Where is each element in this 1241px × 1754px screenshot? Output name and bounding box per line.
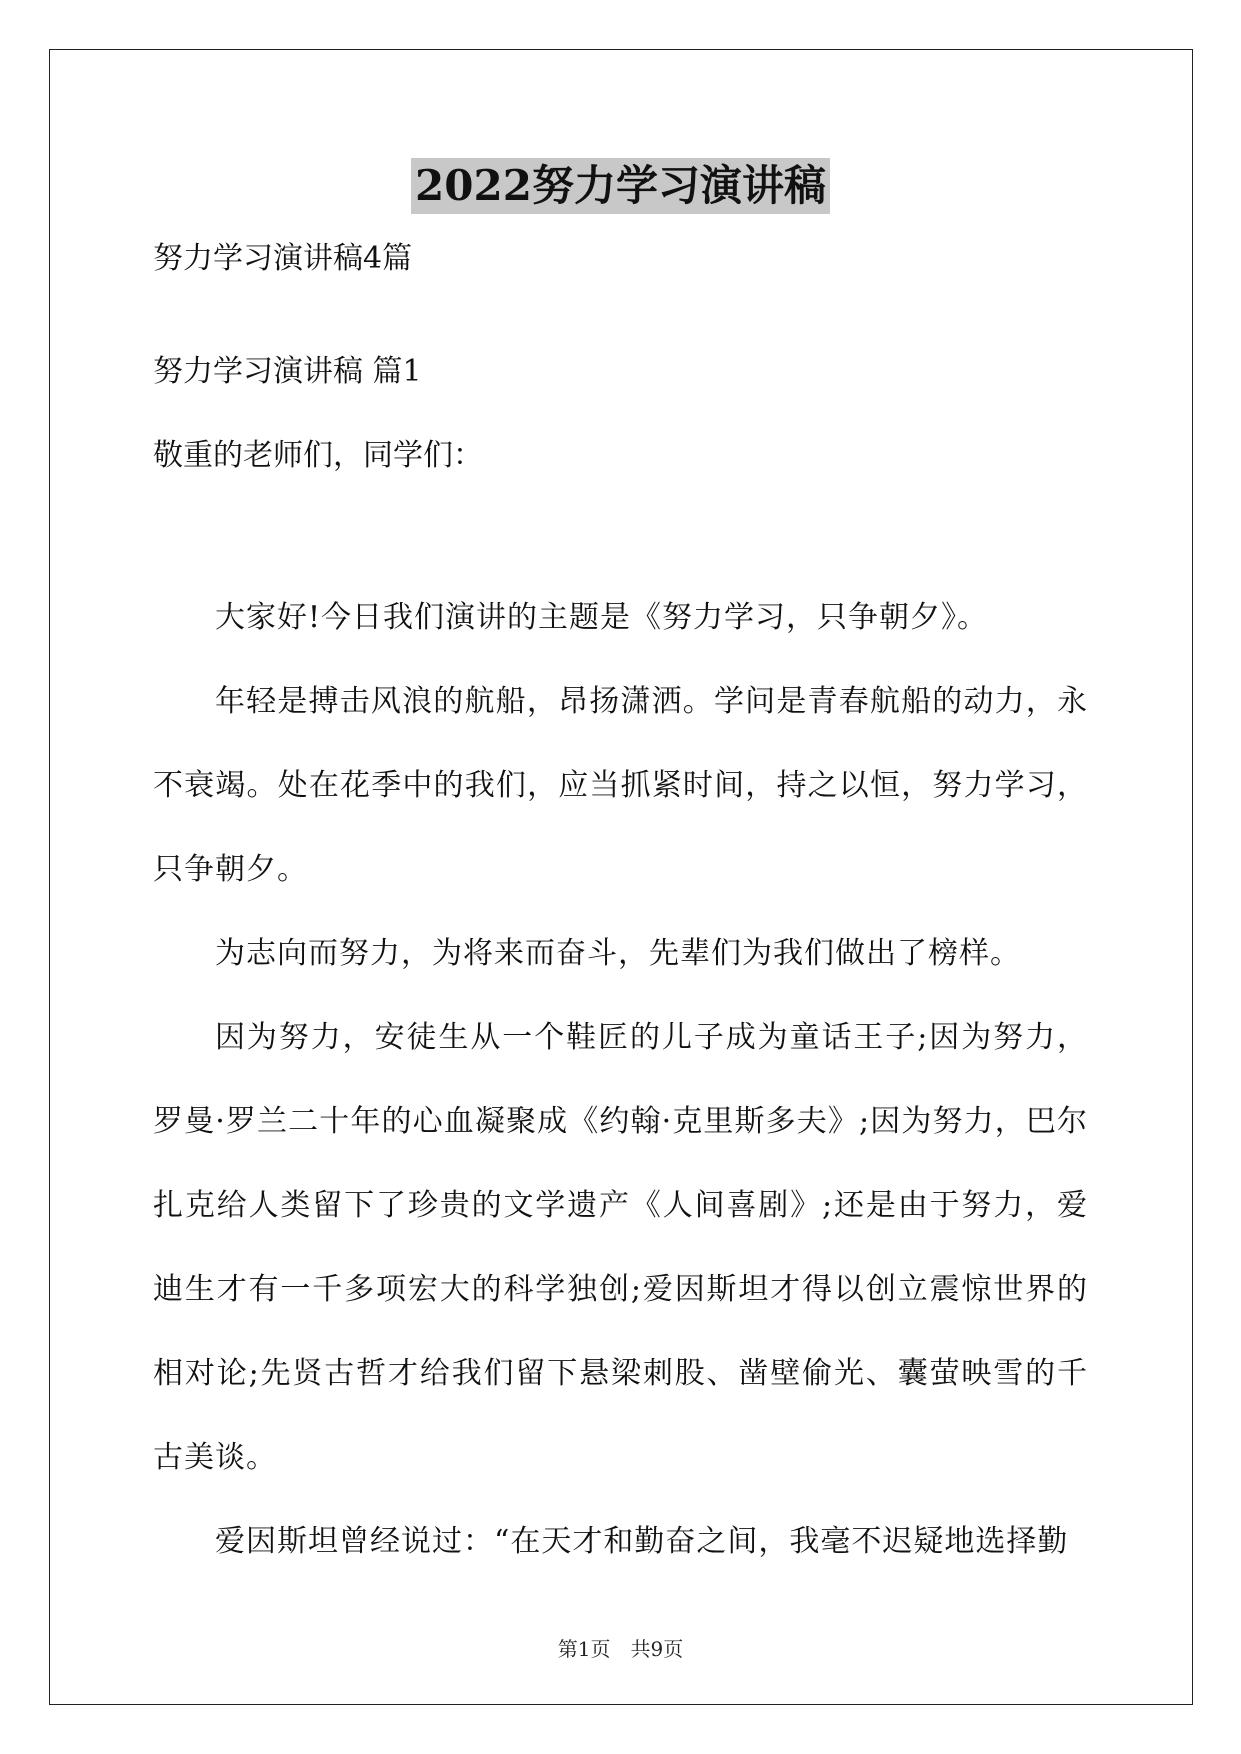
- salutation: 敬重的老师们，同学们：: [153, 438, 483, 473]
- page-number-footer: 第1页 共9页: [557, 1637, 684, 1661]
- paragraph: 为志向而努力，为将来而奋斗，先辈们为我们做出了榜样。: [215, 936, 1021, 971]
- paragraph: 爱因斯坦曾经说过：“在天才和勤奋之间，我毫不迟疑地选择勤: [215, 1524, 1069, 1559]
- paragraph: 因为努力，安徒生从一个鞋匠的儿子成为童话王子;因为努力，罗曼·罗兰二十年的心血凝聚成《约翰·克里斯多夫》;因为努力，巴尔扎克给人类留下了珍贵的文学遗产《人间喜剧》;还是由于努力，爱迪生才有一千多项宏大的科学独创;爱因斯坦才得以创立震惊世界的相对论;先贤古哲才给我们留下悬梁刺股、凿壁偷光、囊萤映雪的千古美谈。: [153, 1020, 1088, 1475]
- paragraph: 大家好!今日我们演讲的主题是《努力学习，只争朝夕》。: [215, 600, 989, 635]
- document-title: 2022努力学习演讲稿: [411, 158, 830, 214]
- section-heading: 努力学习演讲稿 篇1: [153, 354, 422, 389]
- paragraph: 年轻是搏击风浪的航船，昂扬潇洒。学问是青春航船的动力，永不衰竭。处在花季中的我们，应当抓紧时间，持之以恒，努力学习，只争朝夕。: [153, 684, 1088, 887]
- title-container: [0, 158, 1241, 214]
- body-text: [153, 576, 1088, 1584]
- document-subtitle: 努力学习演讲稿4篇: [153, 241, 413, 276]
